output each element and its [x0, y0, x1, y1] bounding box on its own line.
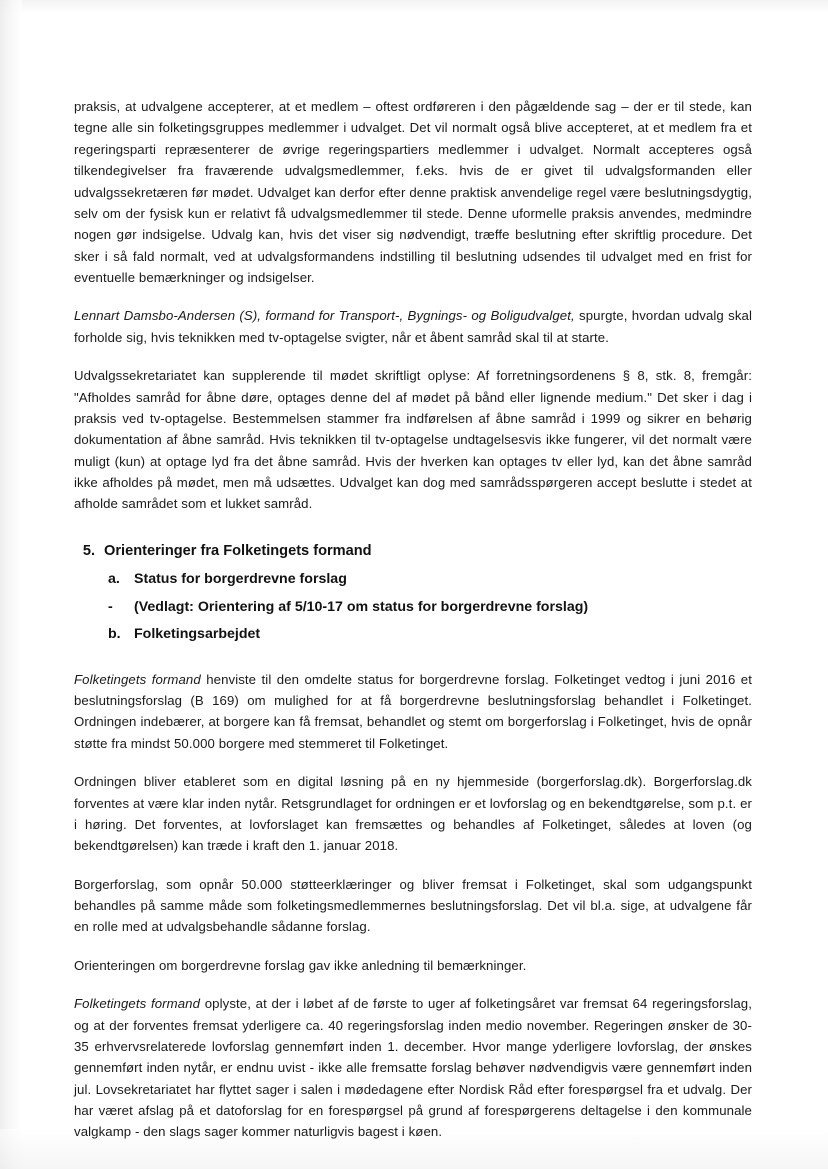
agenda-sub-item-a-label: Status for borgerdrevne forslag [134, 570, 347, 587]
paragraph-formand-folketingsarbejdet-text: oplyste, at der i løbet af de første to uger af folketingsåret var fremsat 64 regeringsforslag, og at der forventes fremsat yderligere ca. 40 regeringsforslag inden medio november. Regeringen ønsker de 30-35 erhvervsrelaterede lovforslag gennemført inden 1. december. Hvor mange yderligere lovforslag, der ønskes gennemført inden nytår, er endnu uvist - ikke alle fremsatte forslag behøver nødvendigvis være gennemført inden jul. Lovsekretariatet har flyttet sager i salen i mødedagene efter Nordisk Råd efter forespørgsel fra et udvalg. Der har været afslag på et datoforslag for en forespørgsel på grund af forespørgerens deltagelse i den kommunale valgkamp - den slags sager kommer naturligvis bagest i køen. [74, 996, 752, 1140]
agenda-sub-item-b-marker: b. [108, 626, 121, 643]
agenda-sub-item-b-label: Folketingsarbejdet [134, 626, 261, 643]
paragraph-digital-ordning: Ordningen bliver etableret som en digital løsning på en ny hjemmeside (borgerforslag.dk). Borgerforslag.dk forventes at være klar inden nytår. Retsgrundlaget for ordningen er et lovforslag og en bekendtgørelse, som p.t. er i høring. Det forventes, at lovforslaget kan fremsættes og behandles af Folketinget, således at loven (og bekendtgørelsen) kan træde i kraft den 1. januar 2018. [74, 774, 752, 854]
agenda-sub-item-a [108, 569, 752, 590]
paragraph-orientering-bemaerkninger: Orienteringen om borgerdrevne forslag gav ikke anledning til bemærkninger. [74, 957, 527, 973]
document-text-body [74, 96, 752, 1160]
scan-edge-top [0, 0, 828, 14]
agenda-item-5 [74, 541, 752, 645]
agenda-attachment-label: (Vedlagt: Orientering af 5/10-17 om status for borgerdrevne forslag) [134, 598, 589, 615]
agenda-item-5-heading [74, 541, 752, 562]
agenda-item-5-title: Orienteringer fra Folketingets formand [104, 542, 372, 559]
paragraph-udvalgssekretariatet: Udvalgssekretariatet kan supplerende til mødet skriftligt oplyse: Af forretningsordenens § 8, stk. 8, fremgår: "Afholdes samråd for åbne døre, optages denne del af mødet på bånd eller lignende medium." Det sker i dag i praksis ved tv-optagelse. Bestemmelsen stammer fra indførelsen af åbne samråd i 1999 og sikrer en behørig dokumentation af åbne samråd. Hvis teknikken til tv-optagelse undtagelsesvis ikke fungerer, vil det normalt være muligt (kun) at optage lyd fra det åbne samråd. Hvis der hverken kan optages tv eller lyd, kan det åbne samråd ikke afholdes på mødet, men må udsættes. Udvalget kan dog med samrådsspørgeren accept beslutte i stedet at afholde samrådet som et lukket samråd. [74, 368, 752, 512]
paragraph-damsbo-andersen [74, 305, 752, 348]
agenda-sub-item-a-marker: a. [108, 570, 120, 587]
paragraph-formand-folketingsarbejdet [74, 993, 752, 1143]
agenda-attachment-note [108, 597, 752, 618]
agenda-item-5-number: 5. [82, 542, 95, 559]
agenda-attachment-marker: - [108, 598, 113, 615]
paragraph-formand-status [74, 669, 752, 755]
paragraph-borgerforslag-behandling: Borgerforslag, som opnår 50.000 støtteerklæringer og bliver fremsat i Folketinget, skal som udgangspunkt behandles på samme måde som folketingsmedlemmernes beslutningsforslag. Det vil bl.a. sige, at udvalgene får en rolle med at udvalgsbehandle sådanne forslag. [74, 876, 752, 935]
speaker-name-formand-1: Folketingets formand [74, 671, 201, 687]
speaker-name-damsbo-andersen: Lennart Damsbo-Andersen (S), formand for Transport-, Bygnings- og Boligudvalget, [74, 308, 575, 324]
agenda-sub-item-b [108, 624, 752, 645]
scan-edge-left [0, 0, 22, 1169]
paragraph-damsbo-andersen-text: spurgte, hvordan udvalg skal forholde sig, hvis teknikken med tv-optagelse svigter, når et åbent samråd skal til at starte. [74, 308, 752, 345]
paragraph-formand-status-text: henviste til den omdelte status for borgerdrevne forslag. Folketinget vedtog i juni 2016 et beslutningsforslag (B 169) om mulighed for at få borgerdrevne beslutningsforslag behandlet i Folketinget. Ordningen indebærer, at borgere kan få fremsat, behandlet og stemt om borgerforslag i Folketinget, hvis de opnår støtte fra mindst 50.000 borgere med stemmeret til Folketinget. [74, 671, 752, 751]
paragraph-continuation: praksis, at udvalgene accepterer, at et medlem – oftest ordføreren i den pågældende sag – der er til stede, kan tegne alle sin folketingsgruppes medlemmer i udvalget. Det vil normalt også blive accepteret, at et medlem fra et regeringsparti repræsenterer de øvrige regeringspartiers medlemmer i udvalget. Normalt accepteres også tilkendegivelser fra fraværende udvalgsmedlemmer, f.eks. hvis de er givet til udvalgsformanden eller udvalgssekretæren før mødet. Udvalget kan derfor efter denne praktisk anvendelige regel være beslutningsdygtig, selv om der fysisk kun er relativt få udvalgsmedlemmer til stede. Denne uformelle praksis anvendes, medmindre nogen gør indsigelse. Udvalg kan, hvis det viser sig nødvendigt, træffe beslutning efter skriftlig procedure. Det sker i så fald normalt, ved at udvalgsformandens indstilling til beslutning udsendes til udvalget med en frist for eventuelle bemærkninger og indsigelser. [74, 99, 752, 285]
speaker-name-formand-2: Folketingets formand [74, 996, 201, 1012]
